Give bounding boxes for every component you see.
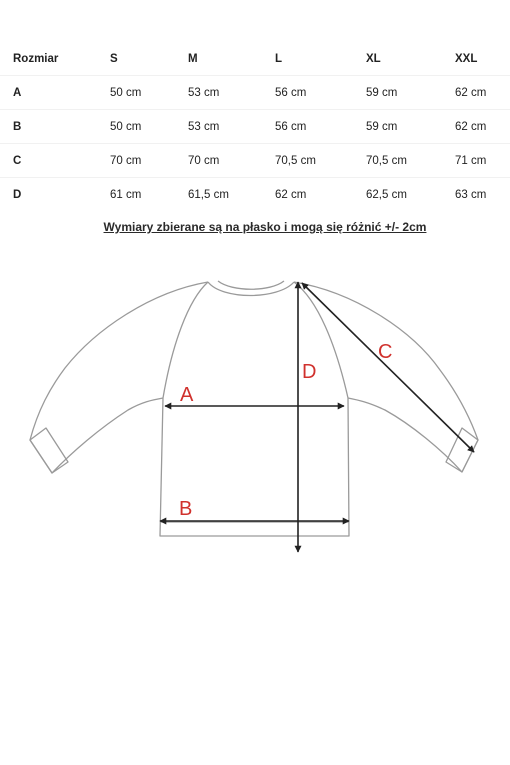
table-cell: 50 cm bbox=[110, 86, 142, 99]
table-cell: 53 cm bbox=[188, 120, 220, 133]
table-row bbox=[0, 110, 510, 144]
table-cell: 61,5 cm bbox=[188, 188, 229, 201]
header-s: S bbox=[110, 52, 118, 65]
header-xl: XL bbox=[366, 52, 381, 65]
table-cell: 70,5 cm bbox=[366, 154, 407, 167]
row-label: D bbox=[13, 188, 22, 201]
sweater-outline bbox=[30, 281, 478, 536]
table-cell: 62 cm bbox=[275, 188, 307, 201]
header-size: Rozmiar bbox=[13, 52, 59, 65]
table-cell: 56 cm bbox=[275, 120, 307, 133]
row-label: A bbox=[13, 86, 22, 99]
table-cell: 61 cm bbox=[110, 188, 142, 201]
table-row bbox=[0, 178, 510, 212]
table-cell: 56 cm bbox=[275, 86, 307, 99]
label-a: A bbox=[180, 384, 194, 406]
sweater-diagram bbox=[0, 255, 510, 575]
size-table bbox=[0, 42, 510, 211]
table-cell: 53 cm bbox=[188, 86, 220, 99]
table-row bbox=[0, 76, 510, 110]
table-cell: 50 cm bbox=[110, 120, 142, 133]
table-cell: 62 cm bbox=[455, 86, 487, 99]
label-b: B bbox=[179, 498, 193, 520]
header-xxl: XXL bbox=[455, 52, 478, 65]
table-cell: 62 cm bbox=[455, 120, 487, 133]
measure-lines bbox=[160, 282, 474, 552]
table-cell: 63 cm bbox=[455, 188, 487, 201]
row-label: B bbox=[13, 120, 22, 133]
row-label: C bbox=[13, 154, 22, 167]
label-d: D bbox=[302, 361, 317, 383]
table-cell: 59 cm bbox=[366, 86, 398, 99]
table-cell: 71 cm bbox=[455, 154, 487, 167]
table-cell: 70 cm bbox=[110, 154, 142, 167]
table-cell: 70 cm bbox=[188, 154, 220, 167]
table-cell: 62,5 cm bbox=[366, 188, 407, 201]
table-row bbox=[0, 144, 510, 178]
table-header-row bbox=[0, 42, 510, 76]
header-m: M bbox=[188, 52, 198, 65]
label-c: C bbox=[378, 341, 393, 363]
measure-labels bbox=[179, 341, 392, 520]
table-cell: 70,5 cm bbox=[275, 154, 316, 167]
header-l: L bbox=[275, 52, 283, 65]
measurement-note: Wymiary zbierane są na płasko i mogą się różnić +/- 2cm bbox=[103, 220, 427, 234]
table-cell: 59 cm bbox=[366, 120, 398, 133]
measure-line-c bbox=[302, 283, 474, 452]
